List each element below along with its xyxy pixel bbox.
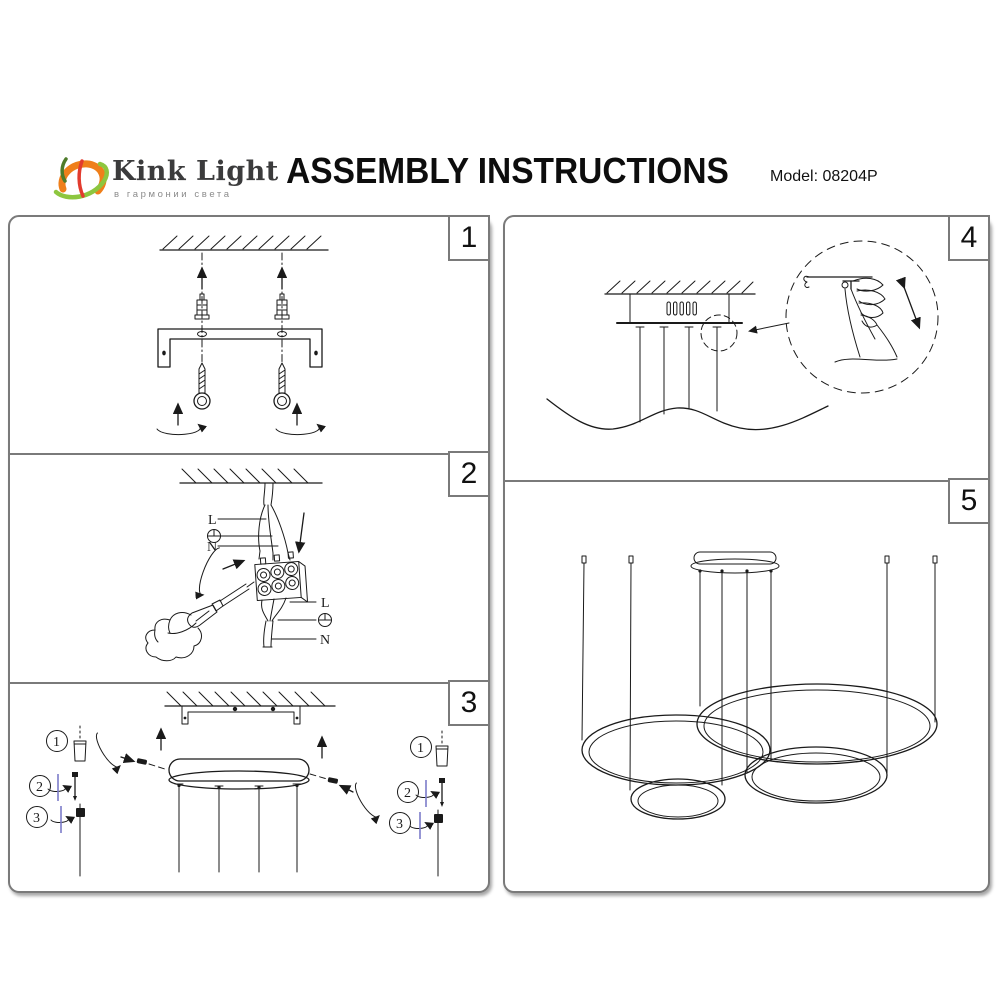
- rings-wave-outline: [547, 399, 828, 430]
- step2-wiring-diagram: [10, 455, 488, 682]
- right-panel-column: [503, 215, 990, 893]
- step-number-2: 2: [448, 451, 490, 497]
- rotate-arrow-icon: [157, 425, 320, 435]
- vent-slot: [687, 302, 690, 315]
- adjust-direction-arrow: [904, 287, 919, 327]
- side-screw: [310, 774, 378, 820]
- mains-cable: [259, 483, 290, 560]
- step1-bracket-mounting-diagram: [10, 217, 488, 453]
- turn-arrow: [223, 561, 243, 569]
- rotate-arrow-icon: [51, 817, 69, 823]
- mounting-bracket: [158, 329, 322, 367]
- step-number-1: 1: [448, 215, 490, 261]
- ring-medium-left: [582, 715, 770, 785]
- step-number-4: 4: [948, 215, 990, 261]
- screw-icon: [194, 363, 210, 409]
- page-title: ASSEMBLY INSTRUCTIONS: [286, 150, 729, 191]
- canopy: [691, 552, 779, 573]
- vent-slot: [667, 302, 670, 315]
- up-arrow: [202, 269, 282, 289]
- live-label: L: [208, 513, 217, 528]
- mounting-bracket: [182, 706, 300, 724]
- live-label: L: [321, 596, 330, 611]
- parts-legend-right: [390, 731, 449, 876]
- neutral-label: N: [320, 633, 331, 648]
- terminal-block: [254, 551, 307, 605]
- vent-slot: [674, 302, 677, 315]
- grip-cap-icon: [74, 741, 86, 761]
- rotate-arrow-icon: [92, 733, 119, 771]
- earth-ground-icon: [319, 614, 332, 627]
- part-number: 2: [36, 780, 43, 795]
- brand-name: Kink Light: [112, 156, 279, 187]
- rotate-arrow-icon: [351, 783, 378, 821]
- canopy: [169, 759, 309, 872]
- part-number: 2: [404, 786, 411, 801]
- part-number: 3: [396, 817, 403, 832]
- part-number: 1: [53, 735, 60, 750]
- vent-slot: [680, 302, 683, 315]
- part-number: 1: [417, 741, 424, 756]
- step3-canopy-mounting-diagram: [10, 684, 488, 891]
- step4-cable-adjustment-diagram: [505, 217, 988, 480]
- hand-icon: [146, 613, 202, 661]
- neutral-label: N: [207, 540, 218, 555]
- fixture-cable: [262, 598, 286, 647]
- ceiling-hatch: [165, 692, 335, 706]
- detail-callout-circle: [701, 315, 737, 351]
- rotate-arrow-icon: [410, 823, 428, 829]
- ceiling-hatch: [605, 281, 755, 294]
- screwdriver-icon: [188, 582, 254, 627]
- part-number: 3: [33, 811, 40, 826]
- parts-legend-left: [27, 726, 87, 876]
- left-panel-column: [8, 215, 490, 893]
- step-number-3: 3: [448, 680, 490, 726]
- screw-icon: [274, 363, 290, 409]
- ring-medium-right: [745, 747, 887, 803]
- ring-small: [631, 779, 725, 819]
- grip-cap-icon: [436, 746, 448, 766]
- grip-screw-icon: [72, 772, 78, 801]
- brand-tagline: в гармонии света: [114, 189, 232, 200]
- callout-arrow: [750, 323, 789, 331]
- model-number: Model: 08204P: [770, 168, 878, 185]
- grip-screw-icon: [439, 778, 445, 807]
- cable-connector-icon: [76, 804, 85, 876]
- cable-connector-icon: [434, 810, 443, 876]
- ring-large: [697, 684, 937, 764]
- hand-icon: [835, 278, 897, 362]
- step5-assembled-chandelier-diagram: [505, 482, 988, 891]
- vent-slot: [693, 302, 696, 315]
- magnified-grip-detail: [804, 276, 919, 362]
- insert-arrow: [299, 513, 304, 551]
- ceiling-hatch: [160, 236, 328, 250]
- ceiling-hatch: [180, 469, 322, 483]
- canopy: [617, 294, 742, 323]
- kink-light-logo-icon: [52, 140, 114, 212]
- step-number-5: 5: [948, 478, 990, 524]
- side-screw: [92, 733, 168, 771]
